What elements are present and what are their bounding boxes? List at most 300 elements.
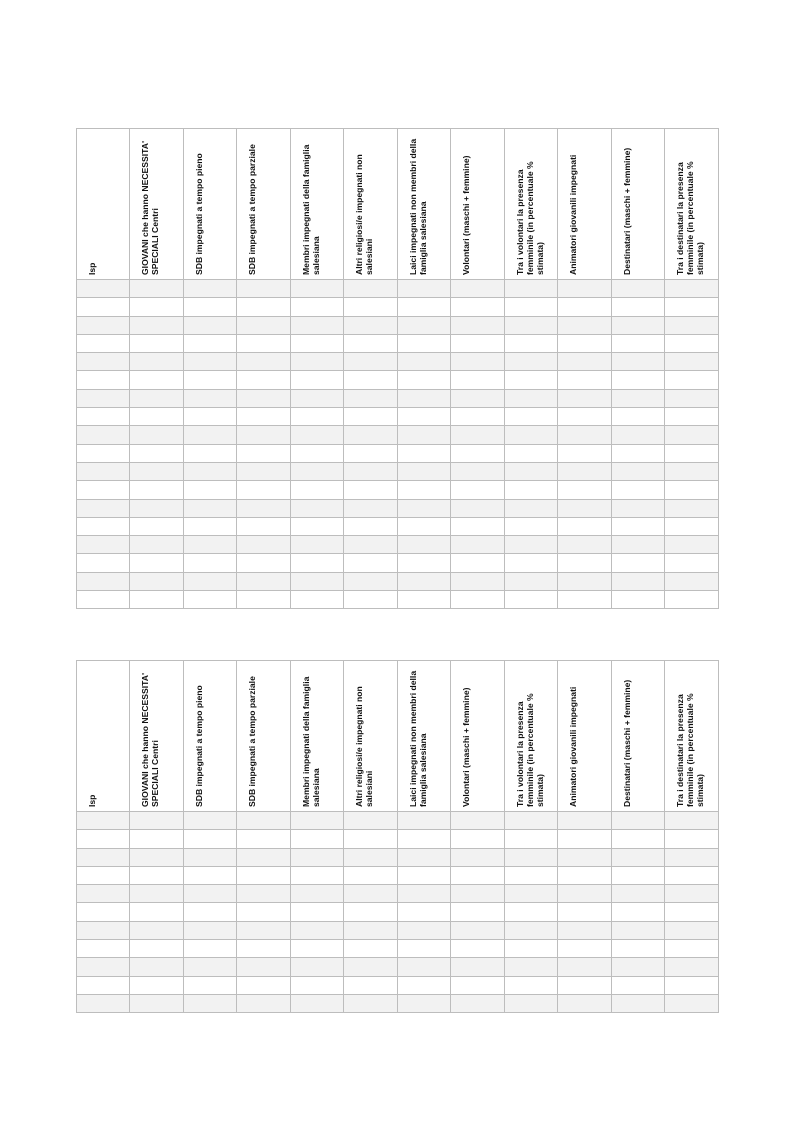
table-cell[interactable]	[611, 554, 664, 572]
table-cell[interactable]	[76, 554, 129, 572]
table-cell[interactable]	[76, 591, 129, 609]
table-cell[interactable]	[611, 518, 664, 536]
table-cell[interactable]	[664, 573, 719, 591]
table-cell[interactable]	[397, 977, 450, 995]
table-cell[interactable]	[76, 445, 129, 463]
table-cell[interactable]	[611, 463, 664, 481]
table-cell[interactable]	[611, 591, 664, 609]
table-cell[interactable]	[450, 317, 504, 335]
table-cell[interactable]	[611, 481, 664, 499]
table-cell[interactable]	[664, 849, 719, 867]
table-cell[interactable]	[343, 849, 397, 867]
table-cell[interactable]	[76, 463, 129, 481]
table-cell[interactable]	[397, 298, 450, 316]
table-cell[interactable]	[236, 518, 290, 536]
table-cell[interactable]	[290, 573, 343, 591]
table-cell[interactable]	[236, 317, 290, 335]
table-cell[interactable]	[76, 867, 129, 885]
table-cell[interactable]	[450, 903, 504, 921]
table-cell[interactable]	[450, 280, 504, 298]
table-cell[interactable]	[129, 335, 183, 353]
table-cell[interactable]	[129, 958, 183, 976]
table-cell[interactable]	[290, 371, 343, 389]
table-cell[interactable]	[76, 371, 129, 389]
table-cell[interactable]	[129, 812, 183, 830]
table-cell[interactable]	[611, 445, 664, 463]
table-cell[interactable]	[343, 977, 397, 995]
table-cell[interactable]	[611, 977, 664, 995]
table-cell[interactable]	[343, 812, 397, 830]
table-cell[interactable]	[557, 903, 611, 921]
table-cell[interactable]	[611, 408, 664, 426]
table-cell[interactable]	[343, 573, 397, 591]
table-cell[interactable]	[397, 481, 450, 499]
table-cell[interactable]	[557, 500, 611, 518]
table-cell[interactable]	[129, 940, 183, 958]
table-cell[interactable]	[76, 995, 129, 1013]
table-cell[interactable]	[504, 812, 557, 830]
table-cell[interactable]	[290, 995, 343, 1013]
table-cell[interactable]	[290, 390, 343, 408]
table-cell[interactable]	[183, 500, 236, 518]
table-cell[interactable]	[557, 591, 611, 609]
table-cell[interactable]	[397, 995, 450, 1013]
table-cell[interactable]	[343, 371, 397, 389]
table-cell[interactable]	[611, 903, 664, 921]
table-cell[interactable]	[450, 408, 504, 426]
table-cell[interactable]	[183, 280, 236, 298]
table-cell[interactable]	[664, 481, 719, 499]
table-cell[interactable]	[504, 536, 557, 554]
table-cell[interactable]	[557, 977, 611, 995]
table-cell[interactable]	[557, 573, 611, 591]
table-cell[interactable]	[557, 867, 611, 885]
table-cell[interactable]	[183, 390, 236, 408]
table-cell[interactable]	[183, 536, 236, 554]
table-cell[interactable]	[290, 335, 343, 353]
table-cell[interactable]	[397, 390, 450, 408]
table-cell[interactable]	[236, 481, 290, 499]
table-cell[interactable]	[129, 518, 183, 536]
table-cell[interactable]	[397, 958, 450, 976]
table-cell[interactable]	[183, 335, 236, 353]
table-cell[interactable]	[236, 536, 290, 554]
table-cell[interactable]	[236, 922, 290, 940]
table-cell[interactable]	[611, 426, 664, 444]
table-cell[interactable]	[557, 335, 611, 353]
table-cell[interactable]	[129, 445, 183, 463]
table-cell[interactable]	[504, 518, 557, 536]
table-cell[interactable]	[397, 867, 450, 885]
table-cell[interactable]	[557, 353, 611, 371]
table-cell[interactable]	[450, 500, 504, 518]
table-cell[interactable]	[183, 573, 236, 591]
table-cell[interactable]	[129, 885, 183, 903]
table-cell[interactable]	[290, 977, 343, 995]
table-cell[interactable]	[290, 554, 343, 572]
table-cell[interactable]	[397, 353, 450, 371]
table-cell[interactable]	[504, 958, 557, 976]
table-cell[interactable]	[236, 830, 290, 848]
table-cell[interactable]	[183, 353, 236, 371]
table-cell[interactable]	[236, 335, 290, 353]
table-cell[interactable]	[611, 885, 664, 903]
table-cell[interactable]	[290, 518, 343, 536]
table-cell[interactable]	[183, 958, 236, 976]
table-cell[interactable]	[290, 426, 343, 444]
table-cell[interactable]	[290, 867, 343, 885]
table-cell[interactable]	[397, 849, 450, 867]
table-cell[interactable]	[557, 445, 611, 463]
table-cell[interactable]	[76, 849, 129, 867]
table-cell[interactable]	[664, 390, 719, 408]
table-cell[interactable]	[343, 536, 397, 554]
table-cell[interactable]	[236, 390, 290, 408]
table-cell[interactable]	[290, 591, 343, 609]
table-cell[interactable]	[76, 335, 129, 353]
table-cell[interactable]	[611, 390, 664, 408]
table-cell[interactable]	[504, 977, 557, 995]
table-cell[interactable]	[183, 812, 236, 830]
table-cell[interactable]	[504, 922, 557, 940]
table-cell[interactable]	[664, 426, 719, 444]
table-cell[interactable]	[343, 390, 397, 408]
table-cell[interactable]	[129, 849, 183, 867]
table-cell[interactable]	[504, 408, 557, 426]
table-cell[interactable]	[76, 481, 129, 499]
table-cell[interactable]	[504, 591, 557, 609]
table-cell[interactable]	[664, 995, 719, 1013]
table-cell[interactable]	[504, 849, 557, 867]
table-cell[interactable]	[76, 940, 129, 958]
table-cell[interactable]	[290, 536, 343, 554]
table-cell[interactable]	[236, 958, 290, 976]
table-cell[interactable]	[129, 830, 183, 848]
table-cell[interactable]	[504, 830, 557, 848]
table-cell[interactable]	[183, 591, 236, 609]
table-cell[interactable]	[343, 317, 397, 335]
table-cell[interactable]	[236, 500, 290, 518]
table-cell[interactable]	[236, 408, 290, 426]
table-cell[interactable]	[397, 812, 450, 830]
table-cell[interactable]	[450, 554, 504, 572]
table-cell[interactable]	[290, 463, 343, 481]
table-cell[interactable]	[183, 518, 236, 536]
table-cell[interactable]	[504, 426, 557, 444]
table-cell[interactable]	[236, 812, 290, 830]
table-cell[interactable]	[183, 463, 236, 481]
table-cell[interactable]	[664, 500, 719, 518]
table-cell[interactable]	[290, 317, 343, 335]
table-cell[interactable]	[290, 958, 343, 976]
table-cell[interactable]	[664, 922, 719, 940]
table-cell[interactable]	[397, 371, 450, 389]
table-cell[interactable]	[343, 940, 397, 958]
table-cell[interactable]	[183, 995, 236, 1013]
table-cell[interactable]	[504, 573, 557, 591]
table-cell[interactable]	[557, 317, 611, 335]
table-cell[interactable]	[504, 353, 557, 371]
table-cell[interactable]	[183, 922, 236, 940]
table-cell[interactable]	[557, 849, 611, 867]
table-cell[interactable]	[504, 885, 557, 903]
table-cell[interactable]	[504, 903, 557, 921]
table-cell[interactable]	[290, 445, 343, 463]
table-cell[interactable]	[183, 298, 236, 316]
table-cell[interactable]	[343, 885, 397, 903]
table-cell[interactable]	[664, 591, 719, 609]
table-cell[interactable]	[397, 280, 450, 298]
table-cell[interactable]	[397, 445, 450, 463]
table-cell[interactable]	[290, 353, 343, 371]
table-cell[interactable]	[76, 903, 129, 921]
table-cell[interactable]	[450, 830, 504, 848]
table-cell[interactable]	[129, 280, 183, 298]
table-cell[interactable]	[664, 298, 719, 316]
table-cell[interactable]	[557, 463, 611, 481]
table-cell[interactable]	[183, 317, 236, 335]
table-cell[interactable]	[450, 867, 504, 885]
table-cell[interactable]	[236, 426, 290, 444]
table-cell[interactable]	[611, 335, 664, 353]
table-cell[interactable]	[129, 426, 183, 444]
table-cell[interactable]	[343, 481, 397, 499]
table-cell[interactable]	[504, 298, 557, 316]
table-cell[interactable]	[290, 500, 343, 518]
table-cell[interactable]	[397, 426, 450, 444]
table-cell[interactable]	[76, 353, 129, 371]
table-cell[interactable]	[450, 812, 504, 830]
table-cell[interactable]	[557, 554, 611, 572]
table-cell[interactable]	[343, 830, 397, 848]
table-cell[interactable]	[450, 298, 504, 316]
table-cell[interactable]	[557, 885, 611, 903]
table-cell[interactable]	[183, 830, 236, 848]
table-cell[interactable]	[343, 995, 397, 1013]
table-cell[interactable]	[664, 317, 719, 335]
table-cell[interactable]	[611, 317, 664, 335]
table-cell[interactable]	[76, 812, 129, 830]
table-cell[interactable]	[504, 500, 557, 518]
table-cell[interactable]	[557, 426, 611, 444]
table-cell[interactable]	[290, 922, 343, 940]
table-cell[interactable]	[76, 958, 129, 976]
table-cell[interactable]	[450, 922, 504, 940]
table-cell[interactable]	[236, 353, 290, 371]
table-cell[interactable]	[450, 481, 504, 499]
table-cell[interactable]	[450, 958, 504, 976]
table-cell[interactable]	[343, 922, 397, 940]
table-cell[interactable]	[664, 335, 719, 353]
table-cell[interactable]	[504, 445, 557, 463]
table-cell[interactable]	[76, 298, 129, 316]
table-cell[interactable]	[664, 940, 719, 958]
table-cell[interactable]	[664, 867, 719, 885]
table-cell[interactable]	[611, 812, 664, 830]
table-cell[interactable]	[183, 849, 236, 867]
table-cell[interactable]	[664, 445, 719, 463]
table-cell[interactable]	[557, 408, 611, 426]
table-cell[interactable]	[236, 849, 290, 867]
table-cell[interactable]	[397, 573, 450, 591]
table-cell[interactable]	[557, 922, 611, 940]
table-cell[interactable]	[129, 390, 183, 408]
table-cell[interactable]	[183, 903, 236, 921]
table-cell[interactable]	[664, 903, 719, 921]
table-cell[interactable]	[129, 353, 183, 371]
table-cell[interactable]	[557, 371, 611, 389]
table-cell[interactable]	[611, 353, 664, 371]
table-cell[interactable]	[343, 958, 397, 976]
table-cell[interactable]	[76, 536, 129, 554]
table-cell[interactable]	[557, 536, 611, 554]
table-cell[interactable]	[290, 903, 343, 921]
table-cell[interactable]	[290, 481, 343, 499]
table-cell[interactable]	[397, 518, 450, 536]
table-cell[interactable]	[183, 554, 236, 572]
table-cell[interactable]	[343, 353, 397, 371]
table-cell[interactable]	[76, 426, 129, 444]
table-cell[interactable]	[664, 408, 719, 426]
table-cell[interactable]	[183, 445, 236, 463]
table-cell[interactable]	[450, 885, 504, 903]
table-cell[interactable]	[76, 922, 129, 940]
table-cell[interactable]	[343, 500, 397, 518]
table-cell[interactable]	[129, 573, 183, 591]
table-cell[interactable]	[290, 280, 343, 298]
table-cell[interactable]	[343, 298, 397, 316]
table-cell[interactable]	[611, 371, 664, 389]
table-cell[interactable]	[664, 977, 719, 995]
table-cell[interactable]	[236, 995, 290, 1013]
table-cell[interactable]	[557, 298, 611, 316]
table-cell[interactable]	[557, 995, 611, 1013]
table-cell[interactable]	[236, 940, 290, 958]
table-cell[interactable]	[290, 940, 343, 958]
table-cell[interactable]	[236, 591, 290, 609]
table-cell[interactable]	[664, 958, 719, 976]
table-cell[interactable]	[397, 500, 450, 518]
table-cell[interactable]	[611, 536, 664, 554]
table-cell[interactable]	[343, 518, 397, 536]
table-cell[interactable]	[76, 518, 129, 536]
table-cell[interactable]	[129, 500, 183, 518]
table-cell[interactable]	[664, 812, 719, 830]
table-cell[interactable]	[129, 298, 183, 316]
table-cell[interactable]	[129, 867, 183, 885]
table-cell[interactable]	[450, 445, 504, 463]
table-cell[interactable]	[236, 885, 290, 903]
table-cell[interactable]	[450, 390, 504, 408]
table-cell[interactable]	[611, 958, 664, 976]
table-cell[interactable]	[450, 591, 504, 609]
table-cell[interactable]	[450, 463, 504, 481]
table-cell[interactable]	[611, 573, 664, 591]
table-cell[interactable]	[611, 830, 664, 848]
table-cell[interactable]	[504, 481, 557, 499]
table-cell[interactable]	[129, 536, 183, 554]
table-cell[interactable]	[504, 940, 557, 958]
table-cell[interactable]	[557, 958, 611, 976]
table-cell[interactable]	[611, 500, 664, 518]
table-cell[interactable]	[129, 408, 183, 426]
table-cell[interactable]	[343, 280, 397, 298]
table-cell[interactable]	[504, 371, 557, 389]
table-cell[interactable]	[504, 280, 557, 298]
table-cell[interactable]	[290, 812, 343, 830]
table-cell[interactable]	[504, 995, 557, 1013]
table-cell[interactable]	[183, 481, 236, 499]
table-cell[interactable]	[664, 353, 719, 371]
table-cell[interactable]	[343, 867, 397, 885]
table-cell[interactable]	[236, 573, 290, 591]
table-cell[interactable]	[557, 812, 611, 830]
table-cell[interactable]	[129, 554, 183, 572]
table-cell[interactable]	[450, 573, 504, 591]
table-cell[interactable]	[290, 408, 343, 426]
table-cell[interactable]	[343, 408, 397, 426]
table-cell[interactable]	[129, 591, 183, 609]
table-cell[interactable]	[450, 371, 504, 389]
table-cell[interactable]	[343, 554, 397, 572]
table-cell[interactable]	[611, 849, 664, 867]
table-cell[interactable]	[76, 830, 129, 848]
table-cell[interactable]	[504, 335, 557, 353]
table-cell[interactable]	[397, 591, 450, 609]
table-cell[interactable]	[129, 463, 183, 481]
table-cell[interactable]	[450, 426, 504, 444]
table-cell[interactable]	[290, 849, 343, 867]
table-cell[interactable]	[129, 903, 183, 921]
table-cell[interactable]	[343, 591, 397, 609]
table-cell[interactable]	[183, 371, 236, 389]
table-cell[interactable]	[343, 463, 397, 481]
table-cell[interactable]	[236, 903, 290, 921]
table-cell[interactable]	[76, 408, 129, 426]
table-cell[interactable]	[664, 280, 719, 298]
table-cell[interactable]	[664, 536, 719, 554]
table-cell[interactable]	[236, 298, 290, 316]
table-cell[interactable]	[129, 922, 183, 940]
table-cell[interactable]	[76, 317, 129, 335]
table-cell[interactable]	[129, 371, 183, 389]
table-cell[interactable]	[343, 445, 397, 463]
table-cell[interactable]	[129, 481, 183, 499]
table-cell[interactable]	[664, 554, 719, 572]
table-cell[interactable]	[290, 885, 343, 903]
table-cell[interactable]	[611, 922, 664, 940]
table-cell[interactable]	[611, 298, 664, 316]
table-cell[interactable]	[343, 335, 397, 353]
table-cell[interactable]	[557, 481, 611, 499]
table-cell[interactable]	[183, 885, 236, 903]
table-cell[interactable]	[450, 536, 504, 554]
table-cell[interactable]	[664, 371, 719, 389]
table-cell[interactable]	[397, 922, 450, 940]
table-cell[interactable]	[236, 554, 290, 572]
table-cell[interactable]	[397, 554, 450, 572]
table-cell[interactable]	[611, 940, 664, 958]
table-cell[interactable]	[450, 849, 504, 867]
table-cell[interactable]	[397, 317, 450, 335]
table-cell[interactable]	[183, 867, 236, 885]
table-cell[interactable]	[183, 426, 236, 444]
table-cell[interactable]	[557, 280, 611, 298]
table-cell[interactable]	[557, 390, 611, 408]
table-cell[interactable]	[450, 940, 504, 958]
table-cell[interactable]	[343, 426, 397, 444]
table-cell[interactable]	[664, 463, 719, 481]
